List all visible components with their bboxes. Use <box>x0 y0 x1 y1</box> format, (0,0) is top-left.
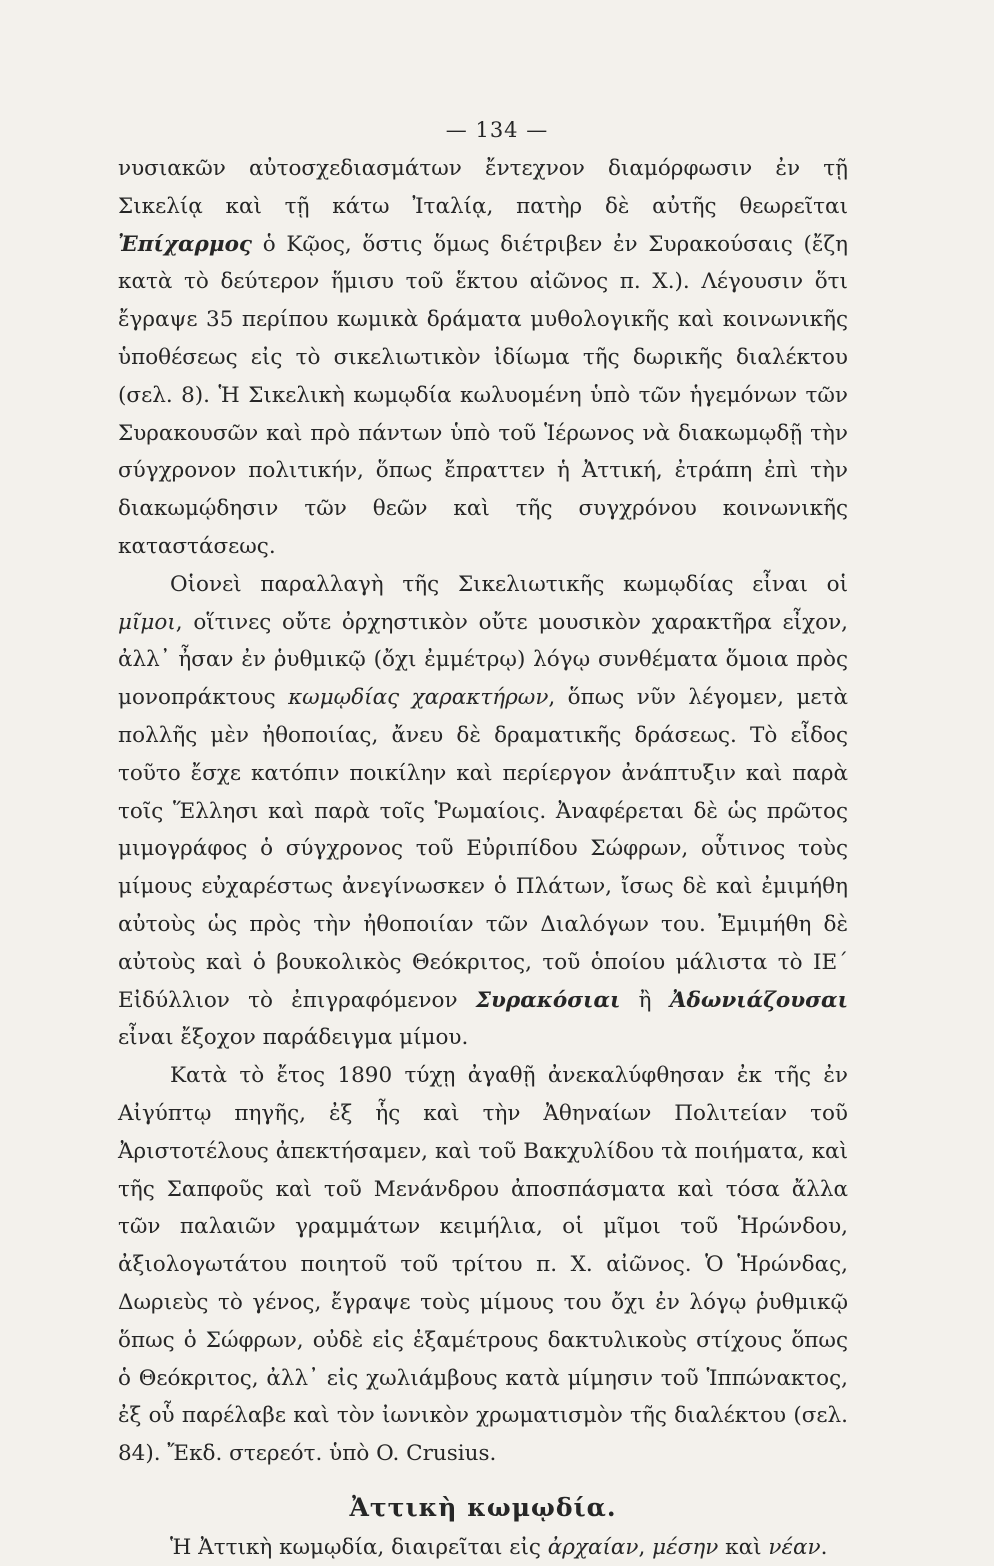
emphasized-term: κωμῳδίας χαρακτήρων <box>288 685 549 711</box>
text-run: ὁ Κῷος, ὅστις ὅμως διέτριβεν ἐν Συρακούσαις (ἔζη κατὰ τὸ δεύτερον ἥμισυ τοῦ ἕκτου αἰῶνος π. Χ.). Λέγουσιν ὅτι ἔγραψε 35 περίπου κωμικὰ δράματα μυθολογικῆς καὶ κοινωνικῆς ὑποθέσεως εἰς τὸ σικελιωτικὸν ἰδίωμα τῆς δωρικῆς διαλέκτου (σελ. 8). Ἡ Σικελικὴ κωμῳδία κωλυομένη ὑπὸ τῶν ἡγεμόνων τῶν Συρακουσῶν καὶ πρὸ πάντων ὑπὸ τοῦ Ἱέρωνος νὰ διακωμῳδῇ τὴν σύγχρονον πολιτικήν, ὅπως ἔπραττεν ἡ Ἀττική, ἐτράπη ἐπὶ τὴν διακωμῴδησιν τῶν θεῶν καὶ τῆς συγχρόνου κοινωνικῆς καταστάσεως. <box>118 231 848 559</box>
emphasized-term: νέαν <box>768 1534 821 1560</box>
page-number: — 134 — <box>445 118 549 142</box>
emphasized-term: Ἀδωνιάζουσαι <box>669 987 848 1013</box>
text-run: νυσιακῶν αὐτοσχεδιασμάτων ἔντεχνον διαμόρφωσιν ἐν τῇ Σικελίᾳ καὶ τῇ κάτω Ἰταλίᾳ, πατὴρ δὲ αὐτῆς θεωρεῖται <box>118 156 848 219</box>
emphasized-term: Ἐπίχαρμος <box>118 231 253 257</box>
emphasized-term: μέσην <box>652 1534 719 1560</box>
text-run: , ὅπως νῦν λέγομεν, μετὰ πολλῆς μὲν ἠθοποιίας, ἄνευ δὲ δραματικῆς δράσεως. Τὸ εἶδος τοῦτο ἔσχε κατόπιν ποικίλην καὶ περίεργον ἀνάπτυξιν καὶ παρὰ τοῖς Ἕλλησι καὶ παρὰ τοῖς Ῥωμαίοις. Ἀναφέρεται δὲ ὡς πρῶτος μιμογράφος ὁ σύγχρονος τοῦ Εὐριπίδου Σώφρων, οὗτινος τοὺς μίμους εὐχαρέστως ἀνεγίνωσκεν ὁ Πλάτων, ἴσως δὲ καὶ ἐμιμήθη αὐτοὺς ὡς πρὸς τὴν ἠθοποιίαν τῶν Διαλόγων του. Ἐμιμήθη δὲ αὐτοὺς καὶ ὁ βουκολικὸς Θεόκριτος, τοῦ ὁποίου μάλιστα τὸ ΙΕ΄ Εἰδύλλιον τὸ ἐπιγραφόμενον <box>118 685 848 1013</box>
paragraph-mimes <box>118 566 848 1057</box>
paragraph-attic-comedy <box>118 1529 848 1566</box>
text-run: , οἵτινες οὔτε ὀρχηστικὸν οὔτε μουσικὸν χαρακτῆρα εἶχον, ἀλλ᾿ ἦσαν ἐν ῥυθμικῷ (ὄχι ἐμμέτρῳ) λόγῳ συνθέματα ὅμοια πρὸς μονοπράκτους <box>118 609 848 711</box>
paragraph-herondas <box>118 1057 848 1473</box>
paragraph-epicharmus <box>118 150 848 566</box>
text-run: , <box>638 1534 653 1560</box>
emphasized-term: μῖμοι <box>118 609 176 635</box>
text-run: Οἱονεὶ παραλλαγὴ τῆς Σικελιωτικῆς κωμῳδίας εἶναι οἱ <box>170 571 848 597</box>
text-run: ἢ <box>620 987 670 1013</box>
section-heading: Ἀττικὴ κωμῳδία. <box>349 1492 617 1522</box>
text-run: εἶναι ἔξοχον παράδειγμα μίμου. <box>118 1025 469 1051</box>
text-run: Κατὰ τὸ ἔτος 1890 τύχῃ ἀγαθῇ ἀνεκαλύφθησαν ἐκ τῆς ἐν Αἰγύπτῳ πηγῆς, ἐξ ἧς καὶ τὴν Ἀθηναίων Πολιτείαν τοῦ Ἀριστοτέλους ἀπεκτήσαμεν, καὶ τοῦ Βακχυλίδου τὰ ποιήματα, καὶ τῆς Σαπφοῦς καὶ τοῦ Μενάνδρου ἀποσπάσματα καὶ τόσα ἄλλα τῶν παλαιῶν γραμμάτων κειμήλια, οἱ μῖμοι τοῦ Ἡρώνδου, ἀξιολογωτάτου ποιητοῦ τοῦ τρίτου π. Χ. αἰῶνος. Ὁ Ἡρώνδας, Δωριεὺς τὸ γένος, ἔγραψε τοὺς μίμους του ὄχι ἐν λόγῳ ῥυθμικῷ ὅπως ὁ Σώφρων, οὐδὲ εἰς ἑξαμέτρους δακτυλικοὺς στίχους ὅπως ὁ Θεόκριτος, ἀλλ᾿ εἰς χωλιάμβους κατὰ μίμησιν τοῦ Ἱππώνακτος, ἐξ οὗ παρέλαβε καὶ τὸν ἰωνικὸν χρωματισμὸν τῆς διαλέκτου (σελ. 84). Ἔκδ. στερεότ. ὑπὸ O. Crusius. <box>118 1063 848 1467</box>
emphasized-term: ἀρχαίαν <box>547 1534 639 1560</box>
text-run: καὶ <box>718 1534 769 1560</box>
body-text <box>118 150 848 1566</box>
emphasized-term: Συρακόσιαι <box>475 987 621 1013</box>
text-run: Ἡ Ἀττικὴ κωμῳδία, διαιρεῖται εἰς <box>170 1534 548 1560</box>
text-run: . <box>820 1534 828 1560</box>
